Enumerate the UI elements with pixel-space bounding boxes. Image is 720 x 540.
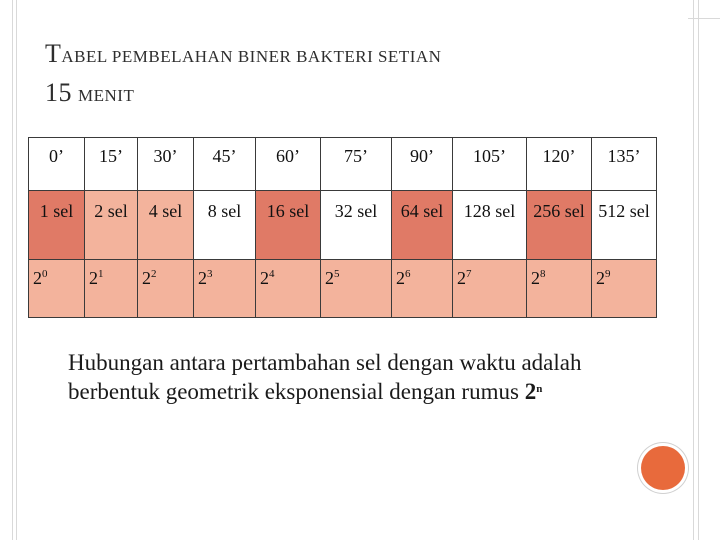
- title-number: 15: [45, 78, 72, 107]
- cell-count-cell: 64 sel: [392, 191, 453, 260]
- power-exponent: 0: [42, 268, 48, 280]
- slide-title: [45, 36, 685, 114]
- power-base: 2: [531, 268, 540, 288]
- power-base: 2: [142, 268, 151, 288]
- power-exponent: 9: [605, 268, 611, 280]
- power-cell: [29, 260, 85, 318]
- formula-base: 2: [524, 379, 537, 404]
- cell-count-cell: 4 sel: [138, 191, 194, 260]
- power-exponent: 1: [98, 268, 104, 280]
- power-base: 2: [325, 268, 334, 288]
- power-cell: [527, 260, 592, 318]
- cell-count-cell: 128 sel: [453, 191, 527, 260]
- power-base: 2: [89, 268, 98, 288]
- cell-count-cell: 256 sel: [527, 191, 592, 260]
- power-base: 2: [596, 268, 605, 288]
- power-cell: [453, 260, 527, 318]
- time-cell: 90’: [392, 138, 453, 191]
- power-exponent: 3: [207, 268, 213, 280]
- time-cell: 30’: [138, 138, 194, 191]
- cell-count-cell: 1 sel: [29, 191, 85, 260]
- power-cell: [194, 260, 256, 318]
- power-cell: [138, 260, 194, 318]
- power-row: [29, 260, 657, 318]
- power-base: 2: [396, 268, 405, 288]
- power-cell: [392, 260, 453, 318]
- time-cell: 120’: [527, 138, 592, 191]
- title-line-1-rest: ABEL PEMBELAHAN BINER BAKTERI SETIAN: [61, 47, 442, 66]
- time-cell: 105’: [453, 138, 527, 191]
- title-line-2-rest: MENIT: [78, 86, 135, 105]
- description-text: [68, 348, 658, 406]
- power-base: 2: [457, 268, 466, 288]
- power-exponent: 6: [405, 268, 411, 280]
- power-cell: [256, 260, 321, 318]
- time-cell: 15’: [85, 138, 138, 191]
- power-exponent: 2: [151, 268, 157, 280]
- title-line-2: [45, 75, 685, 114]
- cell-count-cell: 2 sel: [85, 191, 138, 260]
- time-cell: 45’: [194, 138, 256, 191]
- top-right-line-decoration: [688, 18, 720, 19]
- power-exponent: 7: [466, 268, 472, 280]
- power-cell: [85, 260, 138, 318]
- power-base: 2: [33, 268, 42, 288]
- power-exponent: 5: [334, 268, 340, 280]
- description-body: Hubungan antara pertambahan sel dengan waktu adalah berbentuk geometrik eksponensial dengan rumus: [68, 350, 582, 404]
- left-border-decoration: [12, 0, 17, 540]
- cell-count-row: [29, 191, 657, 260]
- time-cell: 135’: [592, 138, 657, 191]
- right-border-decoration: [693, 0, 699, 540]
- power-base: 2: [260, 268, 269, 288]
- binary-fission-table: [28, 137, 657, 318]
- cell-count-cell: 32 sel: [321, 191, 392, 260]
- time-header-row: [29, 138, 657, 191]
- formula: [525, 379, 543, 404]
- formula-exponent: n: [536, 383, 543, 395]
- time-cell: 0’: [29, 138, 85, 191]
- power-exponent: 8: [540, 268, 546, 280]
- power-exponent: 4: [269, 268, 275, 280]
- power-cell: [321, 260, 392, 318]
- power-base: 2: [198, 268, 207, 288]
- cell-count-cell: 8 sel: [194, 191, 256, 260]
- cell-count-cell: 512 sel: [592, 191, 657, 260]
- time-cell: 75’: [321, 138, 392, 191]
- power-cell: [592, 260, 657, 318]
- cell-count-cell: 16 sel: [256, 191, 321, 260]
- title-initial: T: [45, 39, 62, 68]
- time-cell: 60’: [256, 138, 321, 191]
- title-line-1: [45, 36, 685, 75]
- decorative-circle: [641, 446, 685, 490]
